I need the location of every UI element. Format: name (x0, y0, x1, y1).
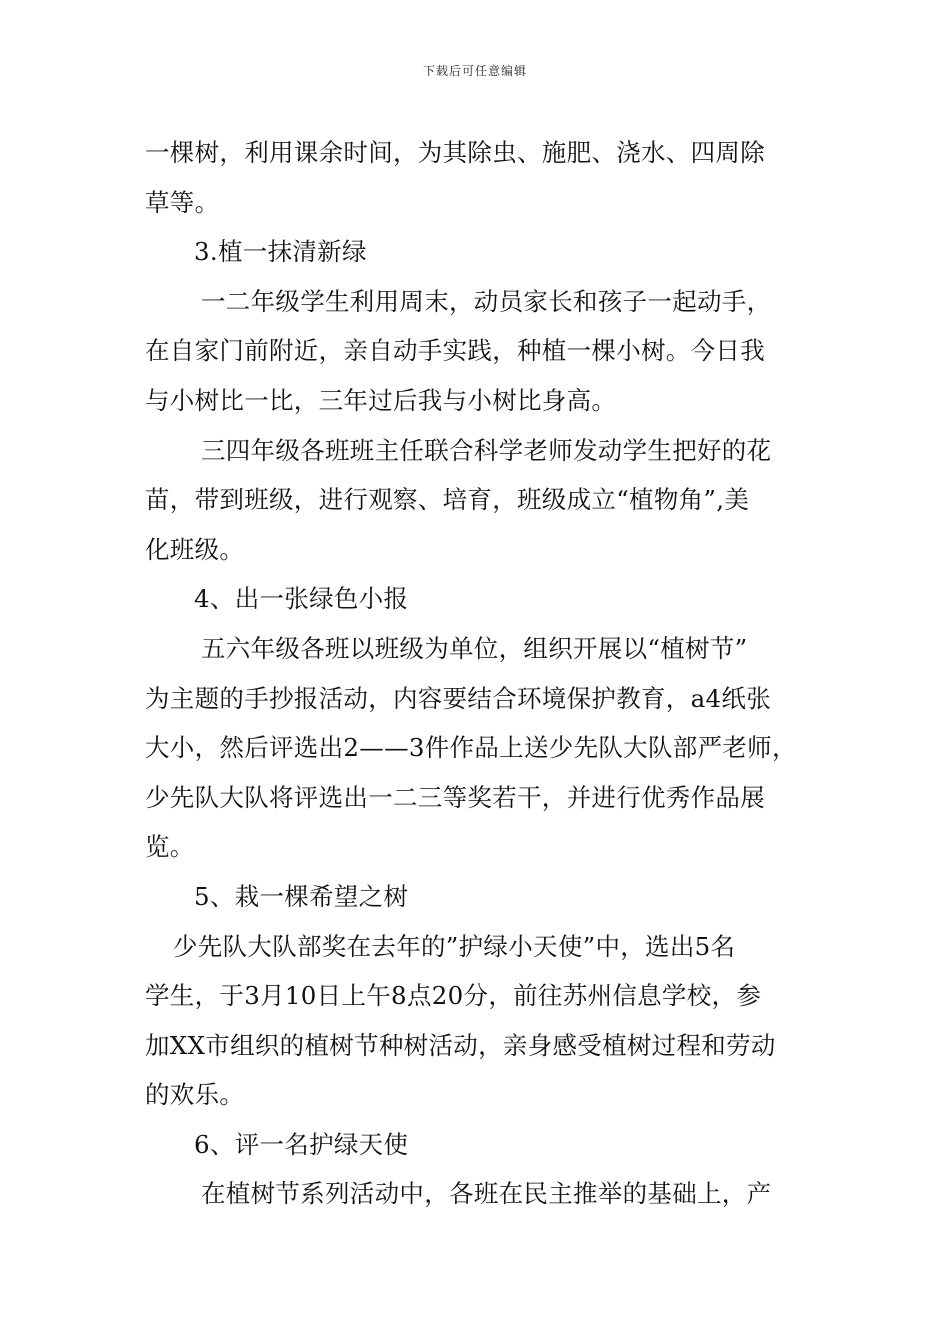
text-line: 大小，然后评选出2——3件作品上送少先队大队部严老师， (145, 733, 797, 763)
text-line: 少先队大队部奖在去年的”护绿小天使”中，选出5名 (173, 931, 736, 961)
section-heading: 3.植一抹清新绿 (194, 237, 367, 267)
text-line: 少先队大队将评选出一二三等奖若干，并进行优秀作品展 (145, 782, 765, 812)
text-line: 一二年级学生利用周末，动员家长和孩子一起动手， (201, 286, 772, 316)
section-heading: 5、栽一棵希望之树 (194, 881, 409, 911)
text-line: 三四年级各班班主任联合科学老师发动学生把好的花 (201, 435, 772, 465)
page-header: 下载后可任意编辑 (422, 64, 527, 78)
text-line: 的欢乐。 (145, 1080, 245, 1110)
text-line: 在植树节系列活动中，各班在民主推举的基础上，产 (201, 1179, 772, 1209)
text-line: 览。 (145, 832, 195, 862)
section-heading: 6、评一名护绿天使 (194, 1129, 409, 1159)
text-line: 五六年级各班以班级为单位，组织开展以“植树节” (201, 633, 748, 663)
text-line: 为主题的手抄报活动，内容要结合环境保护教育，a4纸张 (145, 683, 771, 713)
text-line: 草等。 (145, 187, 220, 217)
document-body (145, 128, 815, 1219)
text-line: 苗，带到班级，进行观察、培育，班级成立“植物角”,美 (145, 485, 750, 515)
text-line: 加XX市组织的植树节种树活动，亲身感受植树过程和劳动 (145, 1030, 776, 1060)
text-line: 与小树比一比，三年过后我与小树比身高。 (145, 385, 617, 415)
text-line: 在自家门前附近，亲自动手实践，种植一棵小树。今日我 (145, 336, 765, 366)
text-line: 学生，于3月10日上午8点20分，前往苏州信息学校，参 (145, 981, 762, 1011)
section-heading: 4、出一张绿色小报 (194, 584, 409, 614)
text-line: 一棵树，利用课余时间，为其除虫、施肥、浇水、四周除 (145, 138, 765, 167)
text-line: 化班级。 (145, 534, 245, 564)
